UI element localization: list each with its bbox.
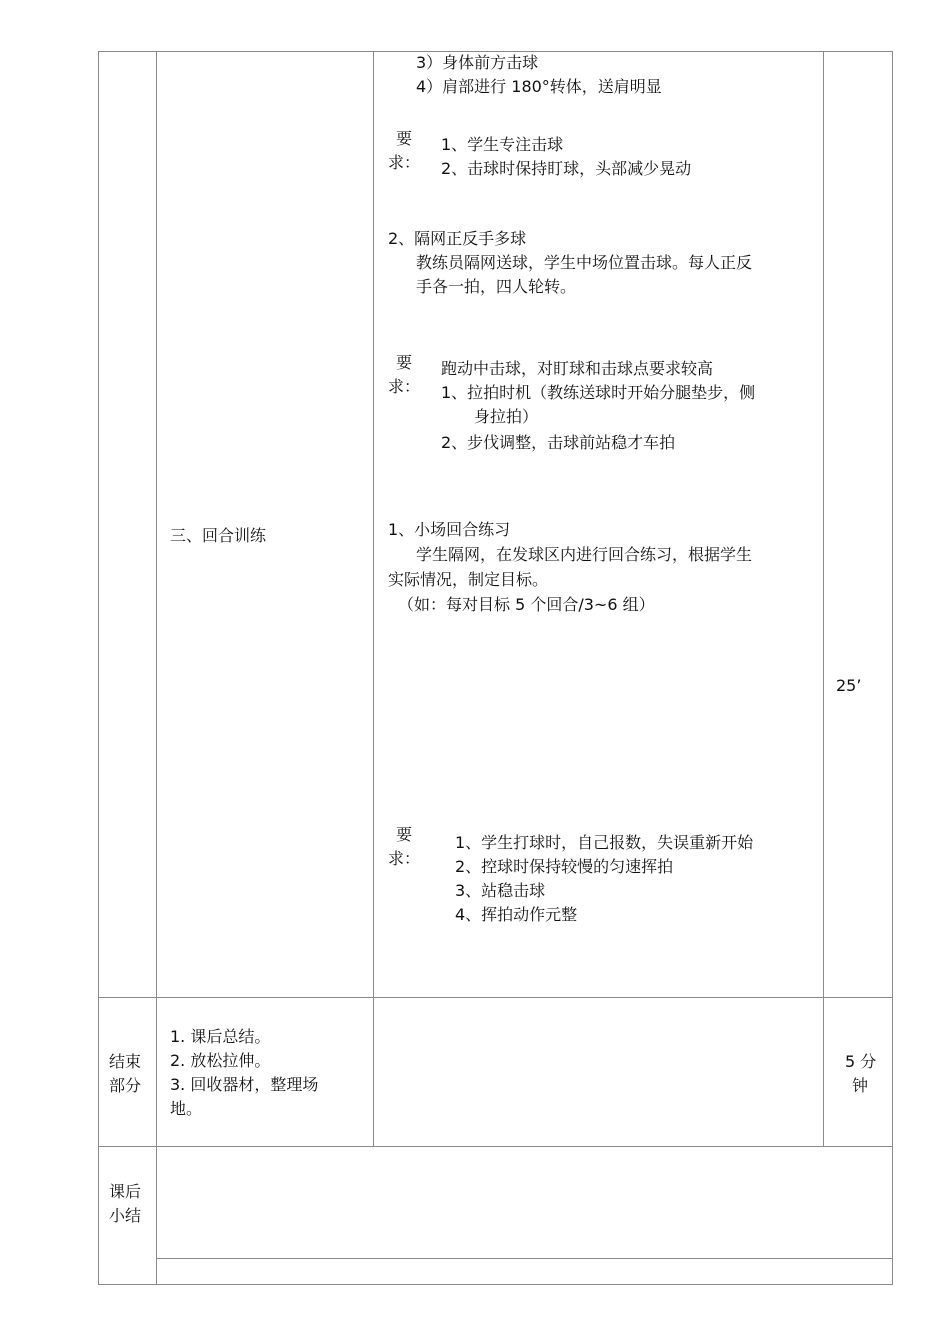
- requirement-item: 2、控球时保持较慢的匀速挥拍: [455, 857, 674, 876]
- col-divider-3: [823, 51, 824, 1147]
- requirement-label-2b: 求：: [388, 377, 421, 396]
- section-title: 三、回合训练: [170, 526, 267, 545]
- requirement-label-1a: 要: [396, 129, 413, 148]
- requirement-label-3b: 求：: [388, 849, 421, 868]
- summary-inner-divider: [156, 1258, 893, 1259]
- ending-item: 2. 放松拉伸。: [170, 1051, 271, 1070]
- exercise-1-description: 学生隔网，在发球区内进行回合练习，根据学生: [416, 545, 753, 564]
- table-bottom-border: [98, 1284, 893, 1285]
- ending-duration: 钟: [852, 1076, 869, 1095]
- ending-duration: 5 分: [845, 1052, 877, 1071]
- ending-label: 部分: [109, 1076, 142, 1095]
- ending-item: 地。: [170, 1099, 203, 1118]
- row-divider-ending-summary: [98, 1146, 893, 1147]
- ending-item: 3. 回收器材，整理场: [170, 1075, 319, 1094]
- requirement-intro: 跑动中击球，对盯球和击球点要求较高: [441, 359, 714, 378]
- duration-main: 25’: [836, 676, 862, 695]
- requirement-item: 1、拉拍时机（教练送球时开始分腿垫步，侧: [441, 383, 756, 402]
- exercise-1-target: （如：每对目标 5 个回合/3~6 组）: [398, 595, 655, 614]
- exercise-2-title: 2、隔网正反手多球: [388, 229, 527, 248]
- exercise-2-description: 手各一拍，四人轮转。: [416, 277, 577, 296]
- ending-label: 结束: [109, 1052, 142, 1071]
- drill-step-3: 3）身体前方击球: [416, 53, 539, 72]
- summary-label: 小结: [109, 1206, 142, 1225]
- exercise-1-description: 实际情况，制定目标。: [388, 570, 549, 589]
- requirement-item: 4、挥拍动作元整: [455, 905, 578, 924]
- col-divider-2: [373, 51, 374, 1147]
- summary-label: 课后: [109, 1182, 142, 1201]
- requirement-item: 1、学生专注击球: [441, 135, 564, 154]
- requirement-item: 身拉拍）: [474, 407, 539, 426]
- requirement-item: 2、击球时保持盯球，头部减少晃动: [441, 159, 692, 178]
- requirement-label-3a: 要: [396, 825, 413, 844]
- col-divider-1: [156, 51, 157, 1285]
- requirement-item: 1、学生打球时，自己报数，失误重新开始: [455, 833, 754, 852]
- exercise-2-description: 教练员隔网送球，学生中场位置击球。每人正反: [416, 253, 753, 272]
- drill-step-4: 4）肩部进行 180°转体，送肩明显: [416, 77, 662, 96]
- ending-item: 1. 课后总结。: [170, 1027, 271, 1046]
- requirement-item: 2、步伐调整，击球前站稳才车拍: [441, 433, 676, 452]
- requirement-label-1b: 求：: [388, 153, 421, 172]
- exercise-1-title: 1、小场回合练习: [388, 520, 511, 539]
- row-divider-main-ending: [98, 997, 893, 998]
- requirement-label-2a: 要: [396, 353, 413, 372]
- requirement-item: 3、站稳击球: [455, 881, 546, 900]
- table-left-border: [98, 51, 99, 1285]
- table-right-border: [892, 51, 893, 1285]
